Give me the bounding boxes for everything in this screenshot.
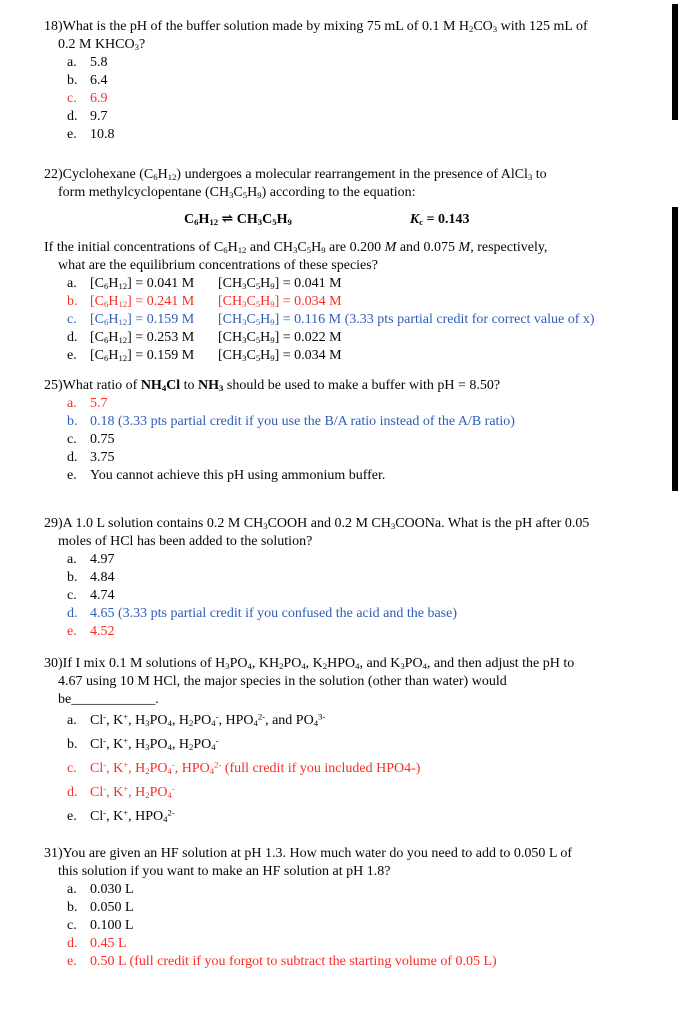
- option-row: [67, 757, 666, 781]
- option-row: [67, 347, 666, 365]
- option-letter: c.: [67, 432, 77, 447]
- option-row: [67, 395, 666, 413]
- option-row: [67, 935, 666, 953]
- option-row: [67, 953, 666, 971]
- option-letter: b.: [67, 737, 78, 752]
- option-letter: a.: [67, 276, 77, 291]
- option-letter: e.: [67, 127, 77, 142]
- option-text: 10.8: [90, 127, 115, 142]
- options-list: [67, 551, 666, 641]
- question-body: If I mix 0.1 M solutions of $H_3PO_4$, $KH_2PO_4$, $K_2HPO_4$, and $K_3PO_4$, and then adjust the pH to 4.67 using 10 M HCl, the major species in the solution (other than water) would be____________.: [58, 656, 575, 707]
- option-letter: d.: [67, 450, 78, 465]
- option-letter: e.: [67, 954, 77, 969]
- option-col2: $[CH_3C_5H_9] = 0.034$ M: [218, 348, 342, 363]
- option-col1: $[C_6H_{12}] = 0.041$ M: [90, 276, 195, 291]
- option-col2: $[CH_3C_5H_9] = 0.022$ M: [218, 330, 342, 345]
- option-col1: $[C_6H_{12}] = 0.159$ M: [90, 312, 195, 327]
- option-text: 0.45 L: [90, 936, 127, 951]
- option-col1: $[C_6H_{12}] = 0.159$ M: [90, 348, 195, 363]
- equilibrium-equation: [184, 210, 666, 229]
- option-text: Cl-, K+, $HPO_4^{2-}$: [90, 807, 175, 824]
- option-row: [67, 709, 666, 733]
- option-letter: b.: [67, 570, 78, 585]
- option-text: Cl-, K+, $H_3PO_4$, $H_2PO_4^-$, $HPO_4^{2-}$, and $PO_4^{3-}$: [90, 711, 326, 728]
- option-col1: $[C_6H_{12}] = 0.241$ M: [90, 294, 195, 309]
- question-number: 31): [44, 846, 63, 861]
- option-letter: a.: [67, 396, 77, 411]
- option-letter: e.: [67, 348, 77, 363]
- option-letter: a.: [67, 882, 77, 897]
- option-row: [67, 605, 666, 623]
- option-letter: b.: [67, 73, 78, 88]
- question-text: [44, 515, 666, 551]
- option-text: 3.75: [90, 450, 115, 465]
- reaction-formula: $C_6H_{12}$ ⇌ $CH_3C_5H_9$: [184, 212, 292, 227]
- page-edge-bar-middle: [672, 207, 678, 491]
- option-row: [67, 108, 666, 126]
- option-text: Cl-, K+, $H_2PO_4^-$, $HPO_4^{2-}$ (full credit if you included HPO4-): [90, 759, 421, 776]
- question-text: [44, 377, 666, 395]
- question-number: 30): [44, 656, 63, 671]
- option-letter: c.: [67, 91, 77, 106]
- question-18: [44, 18, 666, 144]
- option-text: 9.7: [90, 109, 108, 124]
- options-list: [67, 275, 666, 365]
- option-row: [67, 623, 666, 641]
- option-letter: c.: [67, 761, 77, 776]
- option-letter: b.: [67, 414, 78, 429]
- options-list: [67, 395, 666, 485]
- option-col1: $[C_6H_{12}] = 0.253$ M: [90, 330, 195, 345]
- options-list: [67, 54, 666, 144]
- option-letter: c.: [67, 918, 77, 933]
- option-row: [67, 54, 666, 72]
- option-letter: d.: [67, 606, 78, 621]
- question-text: [44, 18, 666, 54]
- option-row: [67, 413, 666, 431]
- option-col2: $[CH_3C_5H_9] = 0.116$ M (3.33 pts partial credit for correct value of x): [218, 312, 595, 327]
- option-letter: b.: [67, 294, 78, 309]
- option-row: [67, 899, 666, 917]
- option-row: [67, 90, 666, 108]
- option-text: 4.52: [90, 624, 115, 639]
- question-body: What ratio of $NH_4Cl$ to $NH_3$ should be used to make a buffer with pH = 8.50?: [62, 378, 501, 393]
- option-row: [67, 275, 666, 293]
- option-text: Cl-, K+, $H_2PO_4^-$: [90, 783, 175, 800]
- option-letter: a.: [67, 713, 77, 728]
- question-text: [44, 845, 666, 881]
- question-body: What is the pH of the buffer solution made by mixing 75 mL of 0.1 M $H_2CO_3$ with 125 mL of 0.2 M $KHCO_3$?: [58, 19, 588, 52]
- question-body: A 1.0 L solution contains 0.2 M $CH_3COOH$ and 0.2 M $CH_3COONa$. What is the pH after 0.05 moles of HCl has been added to the solution?: [58, 516, 590, 549]
- page-edge-bar-top: [672, 4, 678, 120]
- option-text: 5.7: [90, 396, 108, 411]
- option-text: 0.100 L: [90, 918, 134, 933]
- option-text: 0.050 L: [90, 900, 134, 915]
- option-row: [67, 569, 666, 587]
- option-row: [67, 917, 666, 935]
- option-col2: $[CH_3C_5H_9] = 0.041$ M: [218, 276, 342, 291]
- option-text: Cl-, K+, $H_3PO_4$, $H_2PO_4^-$: [90, 735, 219, 752]
- option-text: 6.9: [90, 91, 108, 106]
- option-row: [67, 781, 666, 805]
- option-text: 0.50 L (full credit if you forgot to subtract the starting volume of 0.05 L): [90, 954, 497, 969]
- option-text: 4.84: [90, 570, 115, 585]
- option-text: 0.18 (3.33 pts partial credit if you use the B/A ratio instead of the A/B ratio): [90, 414, 515, 429]
- option-letter: a.: [67, 55, 77, 70]
- kc-value: $K_c = 0.143$: [409, 212, 470, 227]
- option-text: 5.8: [90, 55, 108, 70]
- option-row: [67, 293, 666, 311]
- option-letter: a.: [67, 552, 77, 567]
- option-letter: c.: [67, 312, 77, 327]
- option-text: 0.75: [90, 432, 115, 447]
- question-22: [44, 166, 666, 365]
- question-29: [44, 515, 666, 641]
- option-row: [67, 126, 666, 144]
- option-letter: d.: [67, 330, 78, 345]
- question-number: 25): [44, 378, 63, 393]
- option-row: [67, 805, 666, 829]
- option-row: [67, 431, 666, 449]
- option-letter: e.: [67, 468, 77, 483]
- question-body: Cyclohexane $(C_6H_{12})$ undergoes a molecular rearrangement in the presence of AlCl$_3$ to form methylcyclopentane $(CH_3C_5H_9)$ according to the equation:: [58, 167, 547, 200]
- option-row: [67, 329, 666, 347]
- option-letter: d.: [67, 785, 78, 800]
- question-body: If the initial concentrations of $C_6H_{12}$ and $CH_3C_5H_9$ are 0.200 M and 0.075 M, respectively, what are the equilibrium concentrations of these species?: [44, 240, 548, 273]
- option-row: [67, 72, 666, 90]
- option-letter: b.: [67, 900, 78, 915]
- option-text: 4.97: [90, 552, 115, 567]
- option-col2: $[CH_3C_5H_9] = 0.034$ M: [218, 294, 342, 309]
- option-row: [67, 587, 666, 605]
- question-text: [44, 655, 666, 709]
- option-letter: c.: [67, 588, 77, 603]
- option-row: [67, 467, 666, 485]
- option-row: [67, 551, 666, 569]
- question-31: [44, 845, 666, 971]
- option-letter: d.: [67, 109, 78, 124]
- question-25: [44, 377, 666, 485]
- option-text: 4.65 (3.33 pts partial credit if you confused the acid and the base): [90, 606, 457, 621]
- option-row: [67, 311, 666, 329]
- question-number: 22): [44, 167, 63, 182]
- question-number: 18): [44, 19, 63, 34]
- option-letter: e.: [67, 624, 77, 639]
- option-row: [67, 881, 666, 899]
- question-text: [44, 166, 666, 202]
- option-text: 0.030 L: [90, 882, 134, 897]
- question-number: 29): [44, 516, 63, 531]
- option-text: You cannot achieve this pH using ammonium buffer.: [90, 468, 386, 483]
- option-letter: d.: [67, 936, 78, 951]
- question-text-continued: [44, 239, 666, 275]
- option-letter: e.: [67, 809, 77, 824]
- option-text: 6.4: [90, 73, 108, 88]
- question-body: You are given an HF solution at pH 1.3. How much water do you need to add to 0.050 L of this solution if you want to make an HF solution at pH 1.8?: [58, 846, 573, 879]
- options-list: [67, 709, 666, 829]
- options-list: [67, 881, 666, 971]
- option-text: 4.74: [90, 588, 115, 603]
- question-30: [44, 655, 666, 829]
- option-row: [67, 449, 666, 467]
- option-row: [67, 733, 666, 757]
